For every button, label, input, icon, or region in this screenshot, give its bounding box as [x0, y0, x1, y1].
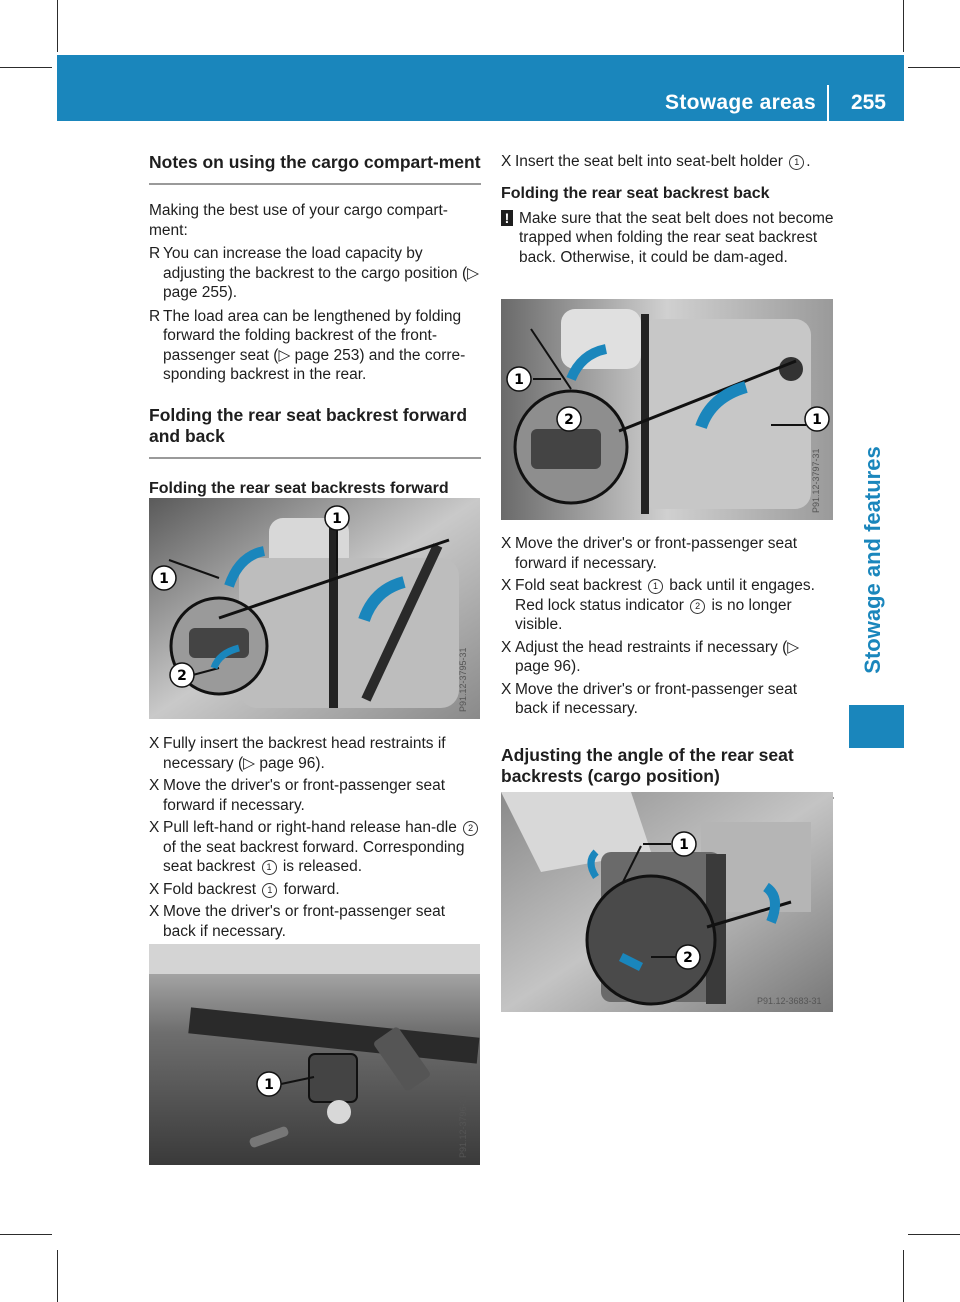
step-text: back until it engages. Red lock status indicator	[515, 577, 815, 614]
crop-mark	[0, 67, 52, 68]
step-item	[501, 576, 834, 635]
step-marker: X	[501, 638, 512, 656]
step-text: Move the driver's or front-passenger seat back if necessary.	[163, 903, 446, 940]
step-marker: X	[501, 535, 512, 552]
page-header	[57, 55, 904, 121]
step-marker: X	[149, 777, 160, 794]
callout-2: 2	[177, 668, 187, 684]
step-item	[501, 152, 834, 172]
step-text: Adjust the head restraints if necessary (▷ page 96).	[515, 638, 800, 675]
number-marker: 1	[262, 883, 277, 898]
crop-mark	[57, 1250, 58, 1302]
notes-heading: Notes on using the cargo compart-ment	[149, 152, 481, 185]
image-code: P91.12-3683-31	[757, 996, 822, 1006]
step-marker: X	[149, 880, 160, 898]
right-column	[501, 152, 834, 267]
number-marker: 2	[690, 599, 705, 614]
step-item	[501, 680, 834, 719]
left-column	[149, 152, 481, 499]
callout-1: 1	[332, 511, 342, 527]
crop-mark	[57, 0, 58, 52]
step-item	[149, 818, 481, 877]
step-text: is released.	[282, 858, 363, 875]
number-marker: 1	[648, 579, 663, 594]
step-item	[501, 638, 834, 677]
step-item	[149, 734, 481, 773]
step-text: Fold backrest	[163, 880, 257, 898]
callout-1: 1	[514, 372, 524, 388]
step-marker: X	[501, 680, 512, 698]
step-text: forward.	[283, 880, 340, 898]
warning-note	[501, 209, 834, 268]
cargo-heading: Adjusting the angle of the rear seat backrests (cargo position)	[501, 745, 834, 799]
header-divider	[827, 85, 829, 121]
step-marker: X	[501, 577, 512, 594]
chapter-side-label	[842, 415, 904, 705]
chapter-tab	[849, 705, 904, 748]
list-item	[149, 307, 481, 385]
step-text: is no longer visible.	[515, 596, 792, 633]
forward-subheading: Folding the rear seat backrests forward	[149, 479, 449, 497]
image-code: P91.12-3795-31	[458, 647, 468, 712]
seat-belt-holder-image	[149, 944, 480, 1165]
callout-1: 1	[679, 837, 689, 853]
step-text: Move the driver's or front-passenger seat back if necessary.	[515, 680, 798, 717]
number-marker: 1	[262, 860, 277, 875]
page-number: 255	[850, 91, 886, 114]
back-subheading: Folding the rear seat backrest back	[501, 184, 770, 202]
bullet-text: You can increase the load capacity by adjusting the backrest to the cargo position (▷ page 255).	[163, 245, 480, 301]
step-text: .	[806, 153, 811, 170]
step-text: Move the driver's or front-passenger seat forward if necessary.	[515, 535, 798, 572]
step-marker: X	[149, 903, 160, 920]
step-text: Insert the seat belt into seat-belt holder	[515, 153, 783, 170]
callout-2: 2	[683, 950, 693, 966]
bullet-marker: R	[149, 245, 161, 262]
crop-mark	[903, 1250, 904, 1302]
step-item	[149, 880, 481, 900]
step-text: Fully insert the backrest head restraints if necessary (▷ page 96).	[163, 735, 446, 772]
step-marker: X	[501, 153, 512, 170]
list-item	[149, 244, 481, 303]
step-text: Fold seat backrest	[515, 577, 642, 594]
chapter-label-text: Stowage and features	[860, 446, 885, 674]
step-marker: X	[149, 735, 160, 752]
warning-icon: !	[501, 210, 513, 226]
crop-mark	[908, 67, 960, 68]
section-title: Stowage areas	[665, 91, 816, 114]
number-marker: 2	[463, 821, 478, 836]
callout-1: 1	[264, 1077, 274, 1093]
step-item	[501, 534, 834, 573]
forward-steps	[149, 734, 481, 941]
step-marker: X	[149, 819, 160, 836]
step-item	[149, 776, 481, 815]
image-code: P91.12-3797-31	[811, 448, 821, 513]
step-text: of the seat backrest forward. Corresponding seat backrest	[163, 838, 465, 875]
rear-seat-forward-image	[149, 498, 480, 719]
step-item	[149, 902, 481, 941]
callout-1: 1	[159, 571, 169, 587]
rear-seat-back-image	[501, 299, 833, 520]
callout-1: 1	[812, 412, 822, 428]
image-code: P91.12-3796-31	[458, 1093, 468, 1158]
cargo-position-image	[501, 792, 833, 1012]
notes-intro: Making the best use of your cargo compart-ment:	[149, 202, 448, 239]
bullet-marker: R	[149, 307, 161, 325]
bullet-text: The load area can be lengthened by folding forward the folding backrest of the front-passenger seat (▷ page 253) and the corre-sponding backrest in the rear.	[163, 307, 466, 383]
crop-mark	[903, 0, 904, 52]
back-steps	[501, 534, 834, 799]
step-text: Pull left-hand or right-hand release han-dle	[163, 819, 457, 836]
warning-text: Make sure that the seat belt does not become trapped when folding the rear seat backrest back. Otherwise, it could be dam-aged.	[519, 209, 834, 266]
callout-2: 2	[564, 412, 574, 428]
folding-heading: Folding the rear seat backrest forward and back	[149, 405, 481, 459]
crop-mark	[0, 1234, 52, 1235]
crop-mark	[908, 1234, 960, 1235]
step-text: Move the driver's or front-passenger seat forward if necessary.	[163, 777, 446, 814]
number-marker: 1	[789, 155, 804, 170]
